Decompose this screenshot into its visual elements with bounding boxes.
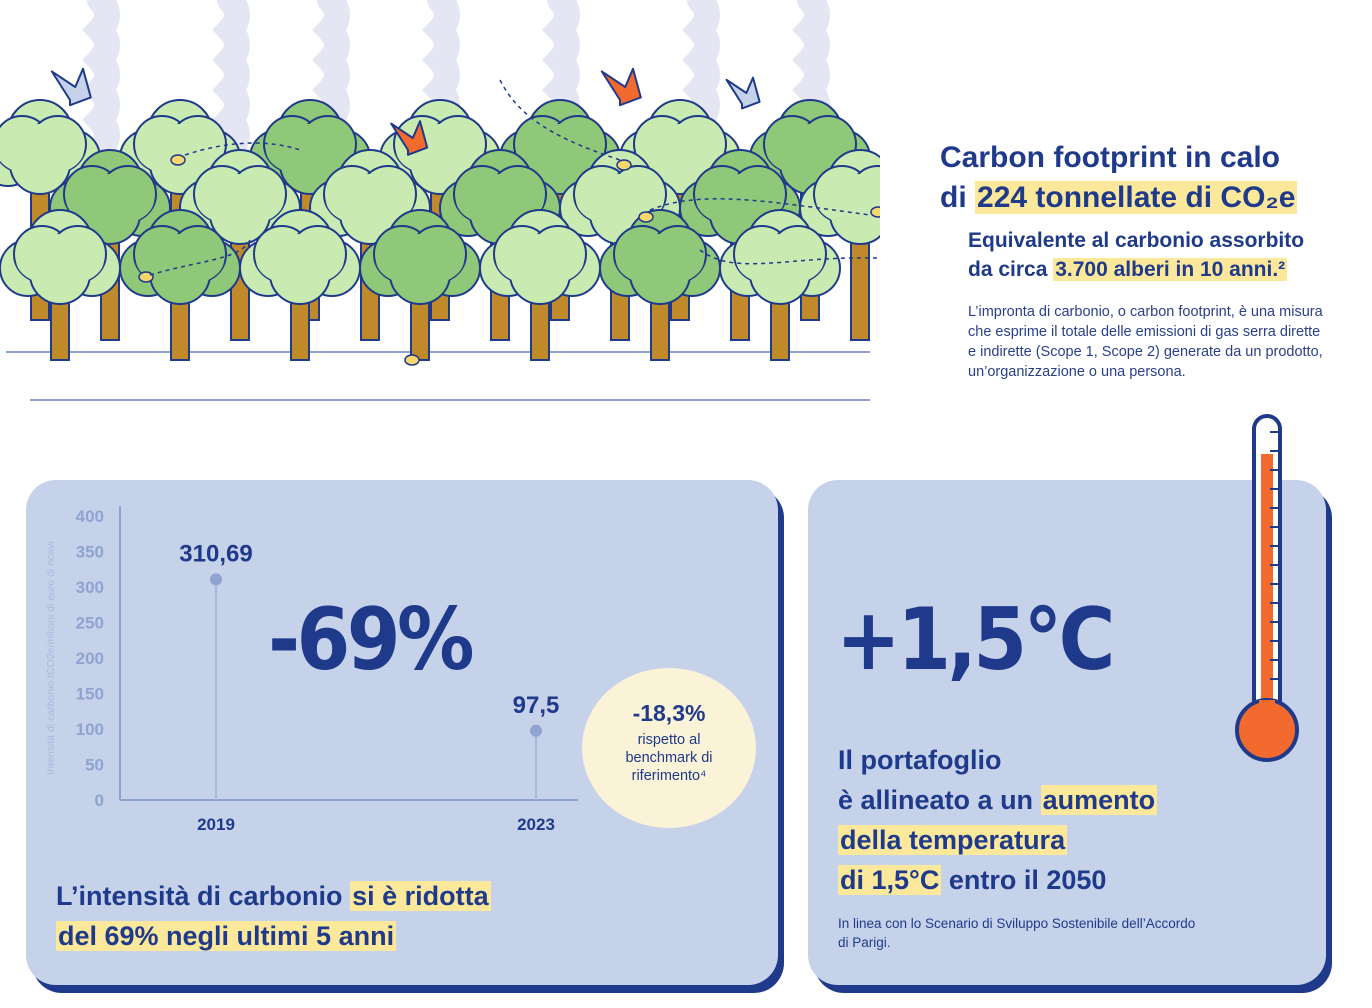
headline <box>940 138 1360 218</box>
thermometer-icon <box>1230 410 1306 770</box>
y-tick-label: 400 <box>75 507 104 526</box>
tree-canopy-fill <box>196 174 284 226</box>
tree-canopy-fill <box>616 234 704 286</box>
x-tick-label: 2023 <box>517 815 555 834</box>
portfolio-line2-prefix: è allineato a un <box>838 785 1034 815</box>
portfolio-line1: Il portafoglio <box>838 745 1002 775</box>
description: L’impronta di carbonio, o carbon footprint, è una misura che esprime il totale delle emissioni di gas serra dirette e indirette (Scope 1, Scope 2) generate da un prodotto, un’organizzazione o una persona. <box>968 304 1323 380</box>
y-tick-label: 150 <box>75 684 104 704</box>
bird-icon <box>727 78 760 109</box>
bee-icon <box>139 272 153 282</box>
portfolio-note: In linea con lo Scenario di Sviluppo Sostenibile dell’Accordo di Parigi. <box>838 916 1196 950</box>
y-tick-label: 200 <box>75 649 104 668</box>
caption-highlight1: si è ridotta <box>352 881 489 911</box>
x-tick-label: 2019 <box>197 815 235 834</box>
bird-icon <box>602 69 641 105</box>
forest-illustration <box>0 0 880 410</box>
data-point <box>210 573 222 585</box>
subheadline-line1: Equivalente al carbonio assorbito <box>968 229 1305 252</box>
caption-highlight2: del 69% negli ultimi 5 anni <box>58 921 395 951</box>
bee-icon <box>617 160 631 170</box>
temperature-value: +1,5°C <box>836 590 1112 690</box>
smoke-wave <box>230 0 237 150</box>
bee-icon <box>639 212 653 222</box>
subheadline <box>968 226 1368 284</box>
portfolio-line3-highlight: della temperatura <box>840 825 1066 855</box>
benchmark-badge <box>582 668 756 828</box>
y-tick-label: 50 <box>85 755 104 775</box>
headline-prefix: di <box>940 181 967 214</box>
headline-highlight: 224 tonnellate di CO₂e <box>977 181 1296 214</box>
portfolio-line4-highlight: di 1,5°C <box>840 865 940 895</box>
bird-icon <box>52 69 91 105</box>
data-label: 310,69 <box>179 540 253 568</box>
tree-canopy-fill <box>256 234 344 286</box>
y-tick-label: 250 <box>75 613 104 633</box>
tree-canopy-fill <box>496 234 584 286</box>
smoke-wave <box>100 0 107 150</box>
data-point <box>530 725 542 737</box>
bee-icon <box>405 355 419 365</box>
data-label: 97,5 <box>512 691 560 719</box>
bee-icon <box>871 207 880 217</box>
y-tick-label: 350 <box>75 542 104 562</box>
y-tick-label: 300 <box>75 578 104 597</box>
benchmark-text: rispetto al benchmark di riferimento⁴ <box>625 732 713 784</box>
y-axis-label: Intensità di carbonio tCO2e/milioni di euro di ricavi <box>45 541 57 775</box>
tree-canopy-fill <box>16 234 104 286</box>
y-tick-label: 100 <box>75 720 104 739</box>
caption-prefix: L’intensità di carbonio <box>56 881 343 911</box>
tree-canopy-fill <box>0 124 84 176</box>
y-tick-label: 0 <box>94 791 104 810</box>
bee-icon <box>171 155 185 165</box>
benchmark-value: -18,3% <box>632 700 706 726</box>
headline-line1: Carbon footprint in calo <box>940 141 1280 174</box>
subheadline-highlight: 3.700 alberi in 10 anni.² <box>1055 258 1286 281</box>
intensity-change: -69% <box>268 590 471 690</box>
subheadline-prefix: da circa <box>968 258 1048 281</box>
intensity-caption <box>56 876 776 956</box>
portfolio-line2-highlight: aumento <box>1042 785 1156 815</box>
tree-canopy-fill <box>376 234 464 286</box>
portfolio-line4-suffix: entro il 2050 <box>948 865 1107 895</box>
portfolio-statement <box>838 740 1318 900</box>
